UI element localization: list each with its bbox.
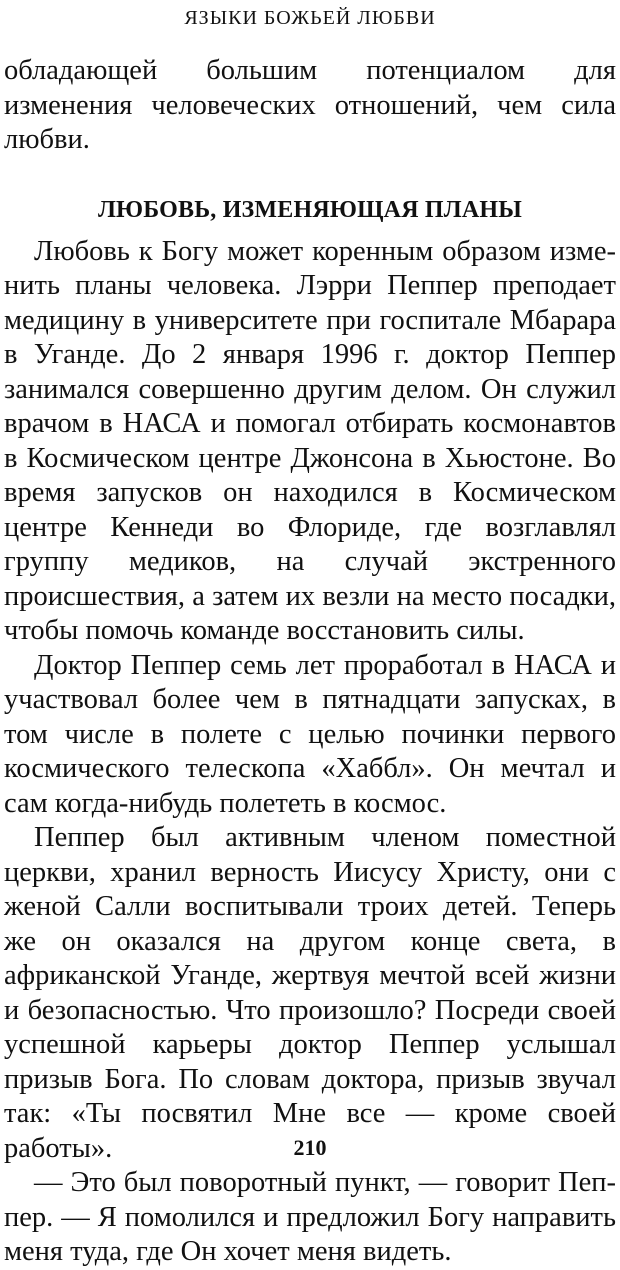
section-heading: ЛЮБОВЬ, ИЗМЕНЯЮЩАЯ ПЛАНЫ — [97, 196, 523, 223]
opening-paragraph: обладающей большим потенциалом для изменения человеческих отношений, чем сила любви. — [4, 55, 616, 155]
paragraph: Пеппер был активным членом поместной церкви, хранил верность Иисусу Христу, они с женой Салли воспитывали троих детей. Теперь же он оказался на другом конце света, в африканской Уганде, жертвуя мечтой всей жизни и безопасностью. Что произошло? Посреди своей успешной карьеры доктор Пеппер услышал призыв Бога. По словам доктора, призыв звучал так: «Ты посвятил Мне все — кроме своей работы». — [4, 822, 616, 1164]
paragraph: Любовь к Богу может коренным образом изменить планы человека. Лэрри Пеппер преподает медицину в университете при госпитале Мбарара в Уганде. До 2 января 1996 г. доктор Пеппер занимался совершенно другим делом. Он служил врачом в НАСА и помогал отбирать космонавтов в Космическом центре Джонсона в Хьюстоне. Во время запусков он находился в Космическом центре Кеннеди во Флориде, где возглавлял группу медиков, на случай экстренного происшествия, а затем их везли на место посадки, чтобы помочь команде восстановить силы. — [4, 235, 616, 646]
paragraph: Доктор Пеппер семь лет проработал в НАСА и участвовал более чем в пятнадцати запусках, в том числе в полете с целью починки первого космического телескопа «Хаббл». Он мечтал и сам когда-нибудь полететь в космос. — [4, 649, 616, 819]
page-number: 210 — [293, 1135, 327, 1160]
body-text — [4, 54, 616, 1270]
paragraph: — Это был поворотный пункт, — говорит Пеппер. — Я помолился и предложил Богу направить меня туда, где Он хочет меня видеть. — [4, 1167, 616, 1267]
running-header: ЯЗЫКИ БОЖЬЕЙ ЛЮБВИ — [184, 7, 436, 29]
